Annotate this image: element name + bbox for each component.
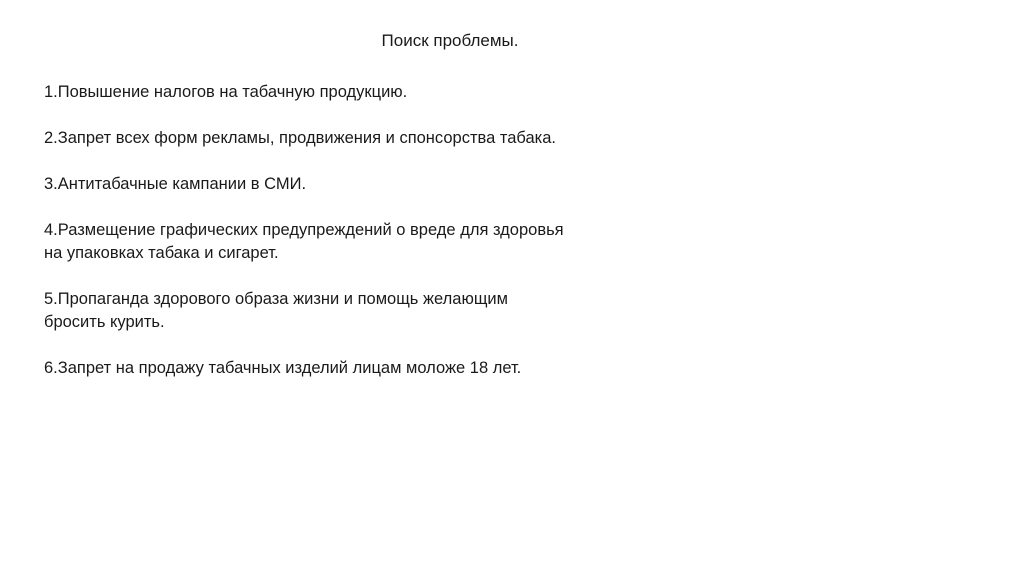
slide-title: Поиск проблемы.	[381, 31, 519, 50]
list-item: 6.Запрет на продажу табачных изделий лицам моложе 18 лет.	[44, 359, 522, 377]
list-item: 3.Антитабачные кампании в СМИ.	[44, 175, 307, 193]
list-item: 5.Пропаганда здорового образа жизни и помощь желающим бросить курить.	[44, 290, 508, 331]
list-item: 1.Повышение налогов на табачную продукцию.	[44, 83, 408, 101]
list-item: 4.Размещение графических предупреждений о вреде для здоровья на упаковках табака и сигарет.	[44, 221, 564, 262]
measures-list	[44, 81, 564, 403]
list-item: 2.Запрет всех форм рекламы, продвижения и спонсорства табака.	[44, 129, 556, 147]
